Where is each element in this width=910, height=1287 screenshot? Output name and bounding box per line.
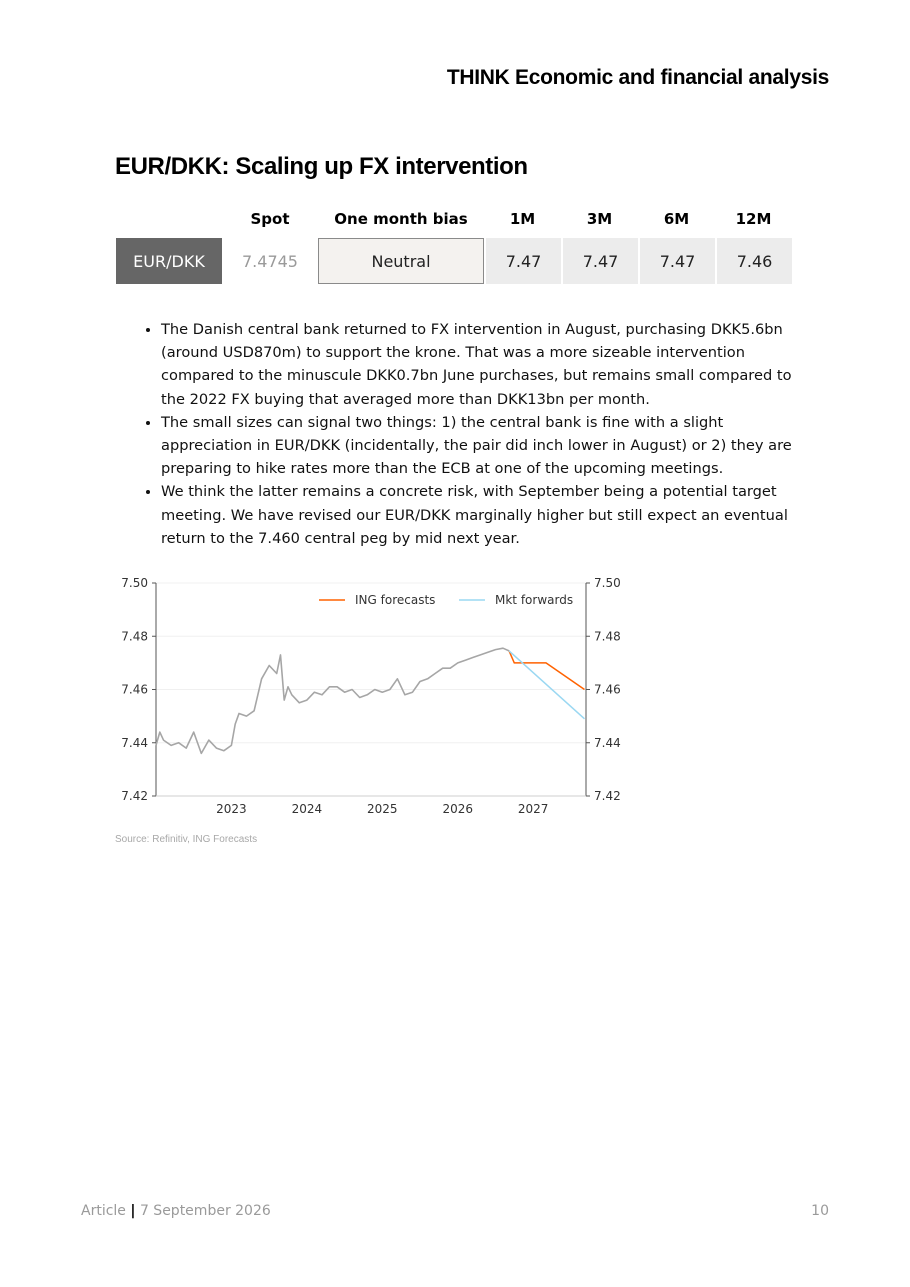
footer	[81, 1203, 271, 1219]
header-spot: Spot	[250, 210, 290, 228]
legend-label: ING forecasts	[355, 593, 436, 607]
header-3m: 3M	[586, 210, 613, 228]
y-tick-label-left: 7.48	[121, 629, 148, 644]
forecast-1m-cell: 7.47	[484, 238, 561, 284]
header-blank	[116, 200, 222, 238]
x-tick-label: 2023	[216, 802, 247, 816]
spot-series-line	[156, 648, 509, 753]
forecast-header-row	[116, 200, 792, 238]
bullet-item: • The Danish central bank returned to FX intervention in August, purchasing DKK5.6bn (around USD870m) to support the krone. That was a more sizeable intervention compared to the minuscule DKK0.7bn June purchases, but remains small compared to the 2022 FX buying that averaged more than DKK13bn per month.	[161, 318, 801, 411]
bullet-item: • We think the latter remains a concrete risk, with September being a potential target meeting. We have revised our EUR/DKK marginally higher but still expect an eventual return to the 7.460 central peg by mid next year.	[161, 480, 801, 550]
footer-separator: |	[130, 1203, 136, 1219]
forecast-table	[116, 200, 792, 284]
y-tick-label-right: 7.44	[594, 735, 621, 750]
y-tick-label-left: 7.50	[121, 576, 148, 590]
bias-cell: Neutral	[318, 238, 484, 284]
y-tick-label-right: 7.50	[594, 576, 621, 590]
y-tick-label-right: 7.42	[594, 789, 621, 803]
pair-cell: EUR/DKK	[116, 238, 222, 284]
x-tick-label: 2026	[442, 802, 474, 816]
footer-date: 7 September 2026	[139, 1203, 271, 1219]
eurdkk-chart	[112, 570, 632, 820]
bullet-item: • The small sizes can signal two things: 1) the central bank is fine with a slight appreciation in EUR/DKK (incidentally, the pair did inch lower in August) or 2) they are preparing to hike rates more than the ECB at one of the upcoming meetings.	[161, 411, 801, 481]
ing-forecast-line	[509, 651, 584, 690]
y-tick-label-left: 7.42	[121, 789, 148, 803]
x-tick-label: 2027	[517, 802, 549, 816]
forecast-12m-cell: 7.46	[715, 238, 792, 284]
mkt-forwards-line	[509, 651, 584, 719]
x-tick-label: 2025	[367, 802, 398, 816]
commentary-bullets	[145, 318, 801, 550]
header-6m: 6M	[663, 210, 690, 228]
y-tick-label-right: 7.48	[594, 629, 621, 644]
header-12m: 12M	[735, 210, 772, 228]
report-header: THINK Economic and financial analysis	[446, 66, 829, 89]
y-tick-label-right: 7.46	[594, 682, 621, 697]
x-tick-label: 2024	[291, 802, 323, 816]
forecast-row	[116, 238, 792, 284]
y-tick-label-left: 7.46	[121, 682, 148, 697]
page-number: 10	[811, 1203, 829, 1219]
header-bias: One month bias	[334, 210, 468, 228]
y-tick-label-left: 7.44	[121, 735, 148, 750]
spot-cell: 7.4745	[222, 238, 318, 284]
forecast-3m-cell: 7.47	[561, 238, 638, 284]
source-note: Source: Refinitiv, ING Forecasts	[115, 834, 258, 845]
header-1m: 1M	[509, 210, 536, 228]
legend-label: Mkt forwards	[495, 593, 574, 607]
forecast-6m-cell: 7.47	[638, 238, 715, 284]
footer-label: Article	[81, 1203, 126, 1219]
section-title: EUR/DKK: Scaling up FX intervention	[115, 153, 528, 180]
